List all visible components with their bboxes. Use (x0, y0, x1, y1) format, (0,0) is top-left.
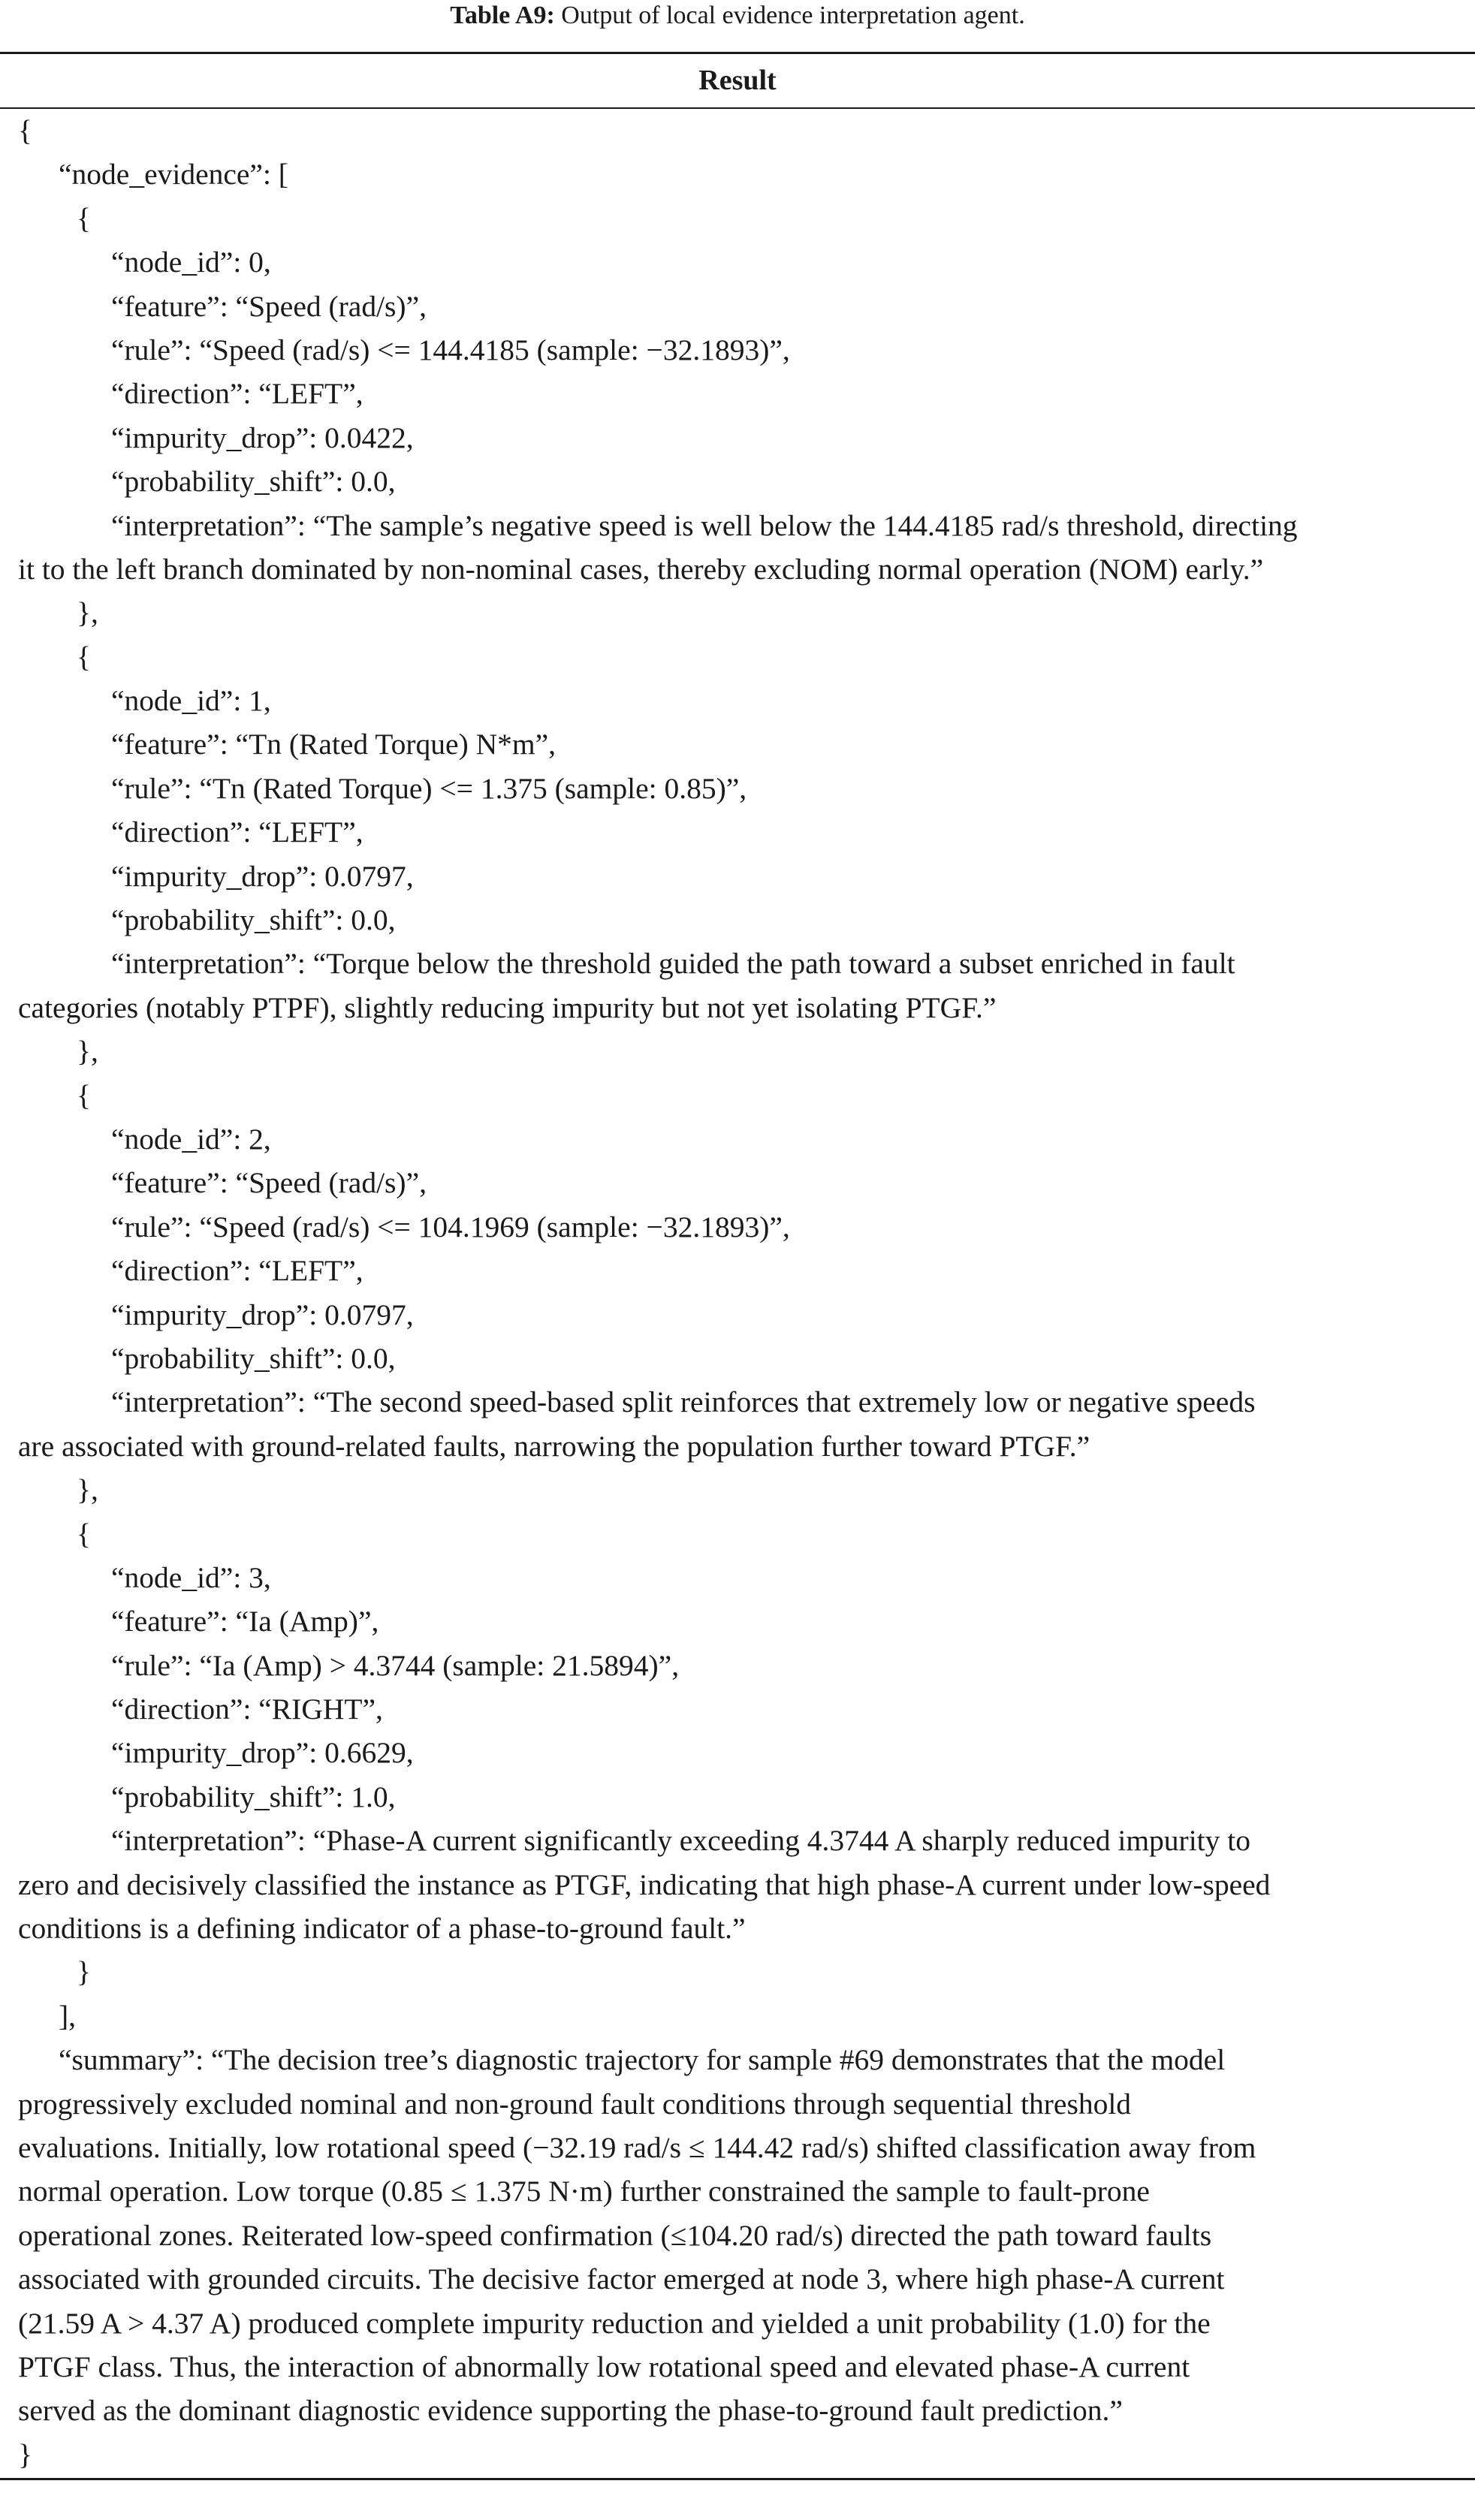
table-caption-text: Output of local evidence interpretation agent. (561, 2, 1025, 29)
code-line-wrapped: (21.59 A > 4.37 A) produced complete impurity reduction and yielded a unit probability (1.0) for the (18, 2306, 1211, 2340)
code-line-wrapped: categories (notably PTPF), slightly reducing impurity but not yet isolating PTGF.” (18, 990, 997, 1024)
code-line: “direction”: “LEFT”, (111, 377, 363, 411)
code-line-wrapped: associated with grounded circuits. The decisive factor emerged at node 3, where high phase-A current (18, 2262, 1225, 2296)
code-line: { (77, 201, 91, 235)
code-line: “node_id”: 2, (111, 1122, 271, 1156)
code-line: “feature”: “Speed (rad/s)”, (111, 289, 427, 323)
code-line-wrapped: PTGF class. Thus, the interaction of abnormally low rotational speed and elevated phase-A current (18, 2350, 1190, 2383)
code-line-wrapped: normal operation. Low torque (0.85 ≤ 1.375 N·m) further constrained the sample to fault-prone (18, 2175, 1150, 2208)
code-line-wrapped: zero and decisively classified the instance as PTGF, indicating that high phase-A current under low-speed (18, 1867, 1271, 1901)
code-line: “summary”: “The decision tree’s diagnostic trajectory for sample #69 demonstrates that the model (59, 2043, 1226, 2077)
code-line: “feature”: “Speed (rad/s)”, (111, 1166, 427, 1200)
code-line (0, 2476, 1475, 2520)
code-line: } (77, 1955, 91, 1989)
code-line: { (77, 1517, 91, 1551)
code-line: “probability_shift”: 1.0, (111, 1780, 396, 1813)
code-line: “interpretation”: “Torque below the threshold guided the path toward a subset enriched in fault (111, 947, 1235, 981)
code-line: }, (77, 596, 98, 630)
code-line: “feature”: “Tn (Rated Torque) N*m”, (111, 728, 557, 761)
code-line: }, (77, 1473, 98, 1507)
code-line: “rule”: “Tn (Rated Torque) <= 1.375 (sample: 0.85)”, (111, 771, 747, 805)
code-line: “impurity_drop”: 0.0797, (111, 1298, 414, 1331)
code-line: “node_id”: 0, (111, 246, 271, 279)
code-line: “rule”: “Speed (rad/s) <= 104.1969 (sample: −32.1893)”, (111, 1210, 790, 1243)
code-line: “direction”: “LEFT”, (111, 1254, 363, 1288)
code-line: “interpretation”: “The sample’s negative speed is well below the 144.4185 rad/s threshold, directing (111, 508, 1298, 542)
code-line: { (77, 1078, 91, 1112)
code-line: “probability_shift”: 0.0, (111, 903, 396, 937)
code-line: { (18, 114, 32, 147)
code-line-wrapped: are associated with ground-related faults, narrowing the population further toward PTGF.” (18, 1429, 1090, 1463)
code-line: “direction”: “RIGHT”, (111, 1693, 383, 1726)
code-line: “node_id”: 3, (111, 1560, 271, 1594)
code-line: { (77, 640, 91, 674)
code-line: “node_evidence”: [ (59, 158, 288, 191)
table-bottom-rule (0, 2478, 1475, 2480)
code-line: “feature”: “Ia (Amp)”, (111, 1605, 379, 1638)
code-line-wrapped: it to the left branch dominated by non-nominal cases, thereby excluding normal operation (NOM) early.” (18, 552, 1264, 586)
code-line: “impurity_drop”: 0.6629, (111, 1736, 414, 1770)
table-caption (0, 0, 1475, 32)
code-line: }, (77, 1035, 98, 1069)
code-line: “rule”: “Ia (Amp) > 4.3744 (sample: 21.5894)”, (111, 1648, 680, 1682)
code-line-wrapped: served as the dominant diagnostic evidence supporting the phase-to-ground fault prediction.” (18, 2394, 1123, 2428)
code-line: ], (59, 1999, 77, 2033)
code-line: “interpretation”: “Phase-A current significantly exceeding 4.3744 A sharply reduced impurity to (111, 1824, 1251, 1858)
code-line-wrapped: evaluations. Initially, low rotational speed (−32.19 rad/s ≤ 144.42 rad/s) shifted classification away from (18, 2130, 1256, 2164)
code-line-wrapped: operational zones. Reiterated low-speed confirmation (≤104.20 rad/s) directed the path toward faults (18, 2218, 1212, 2252)
code-line: “impurity_drop”: 0.0422, (111, 421, 414, 454)
code-line: “direction”: “LEFT”, (111, 815, 363, 849)
code-line: “impurity_drop”: 0.0797, (111, 859, 414, 893)
code-line: “node_id”: 1, (111, 684, 271, 718)
code-line: “interpretation”: “The second speed-based split reinforces that extremely low or negative speeds (111, 1385, 1256, 1419)
code-line-wrapped: conditions is a defining indicator of a phase-to-ground fault.” (18, 1912, 746, 1946)
code-line: “probability_shift”: 0.0, (111, 1341, 396, 1375)
code-line: “probability_shift”: 0.0, (111, 465, 396, 499)
code-line-wrapped: progressively excluded nominal and non-ground fault conditions through sequential threshold (18, 2087, 1132, 2121)
table-header-result: Result (698, 65, 777, 96)
table-label: Table A9: (450, 2, 555, 29)
code-line-wrapped: } (18, 2437, 32, 2471)
code-line: “rule”: “Speed (rad/s) <= 144.4185 (sample: −32.1893)”, (111, 333, 790, 366)
table-body (0, 109, 1475, 2520)
